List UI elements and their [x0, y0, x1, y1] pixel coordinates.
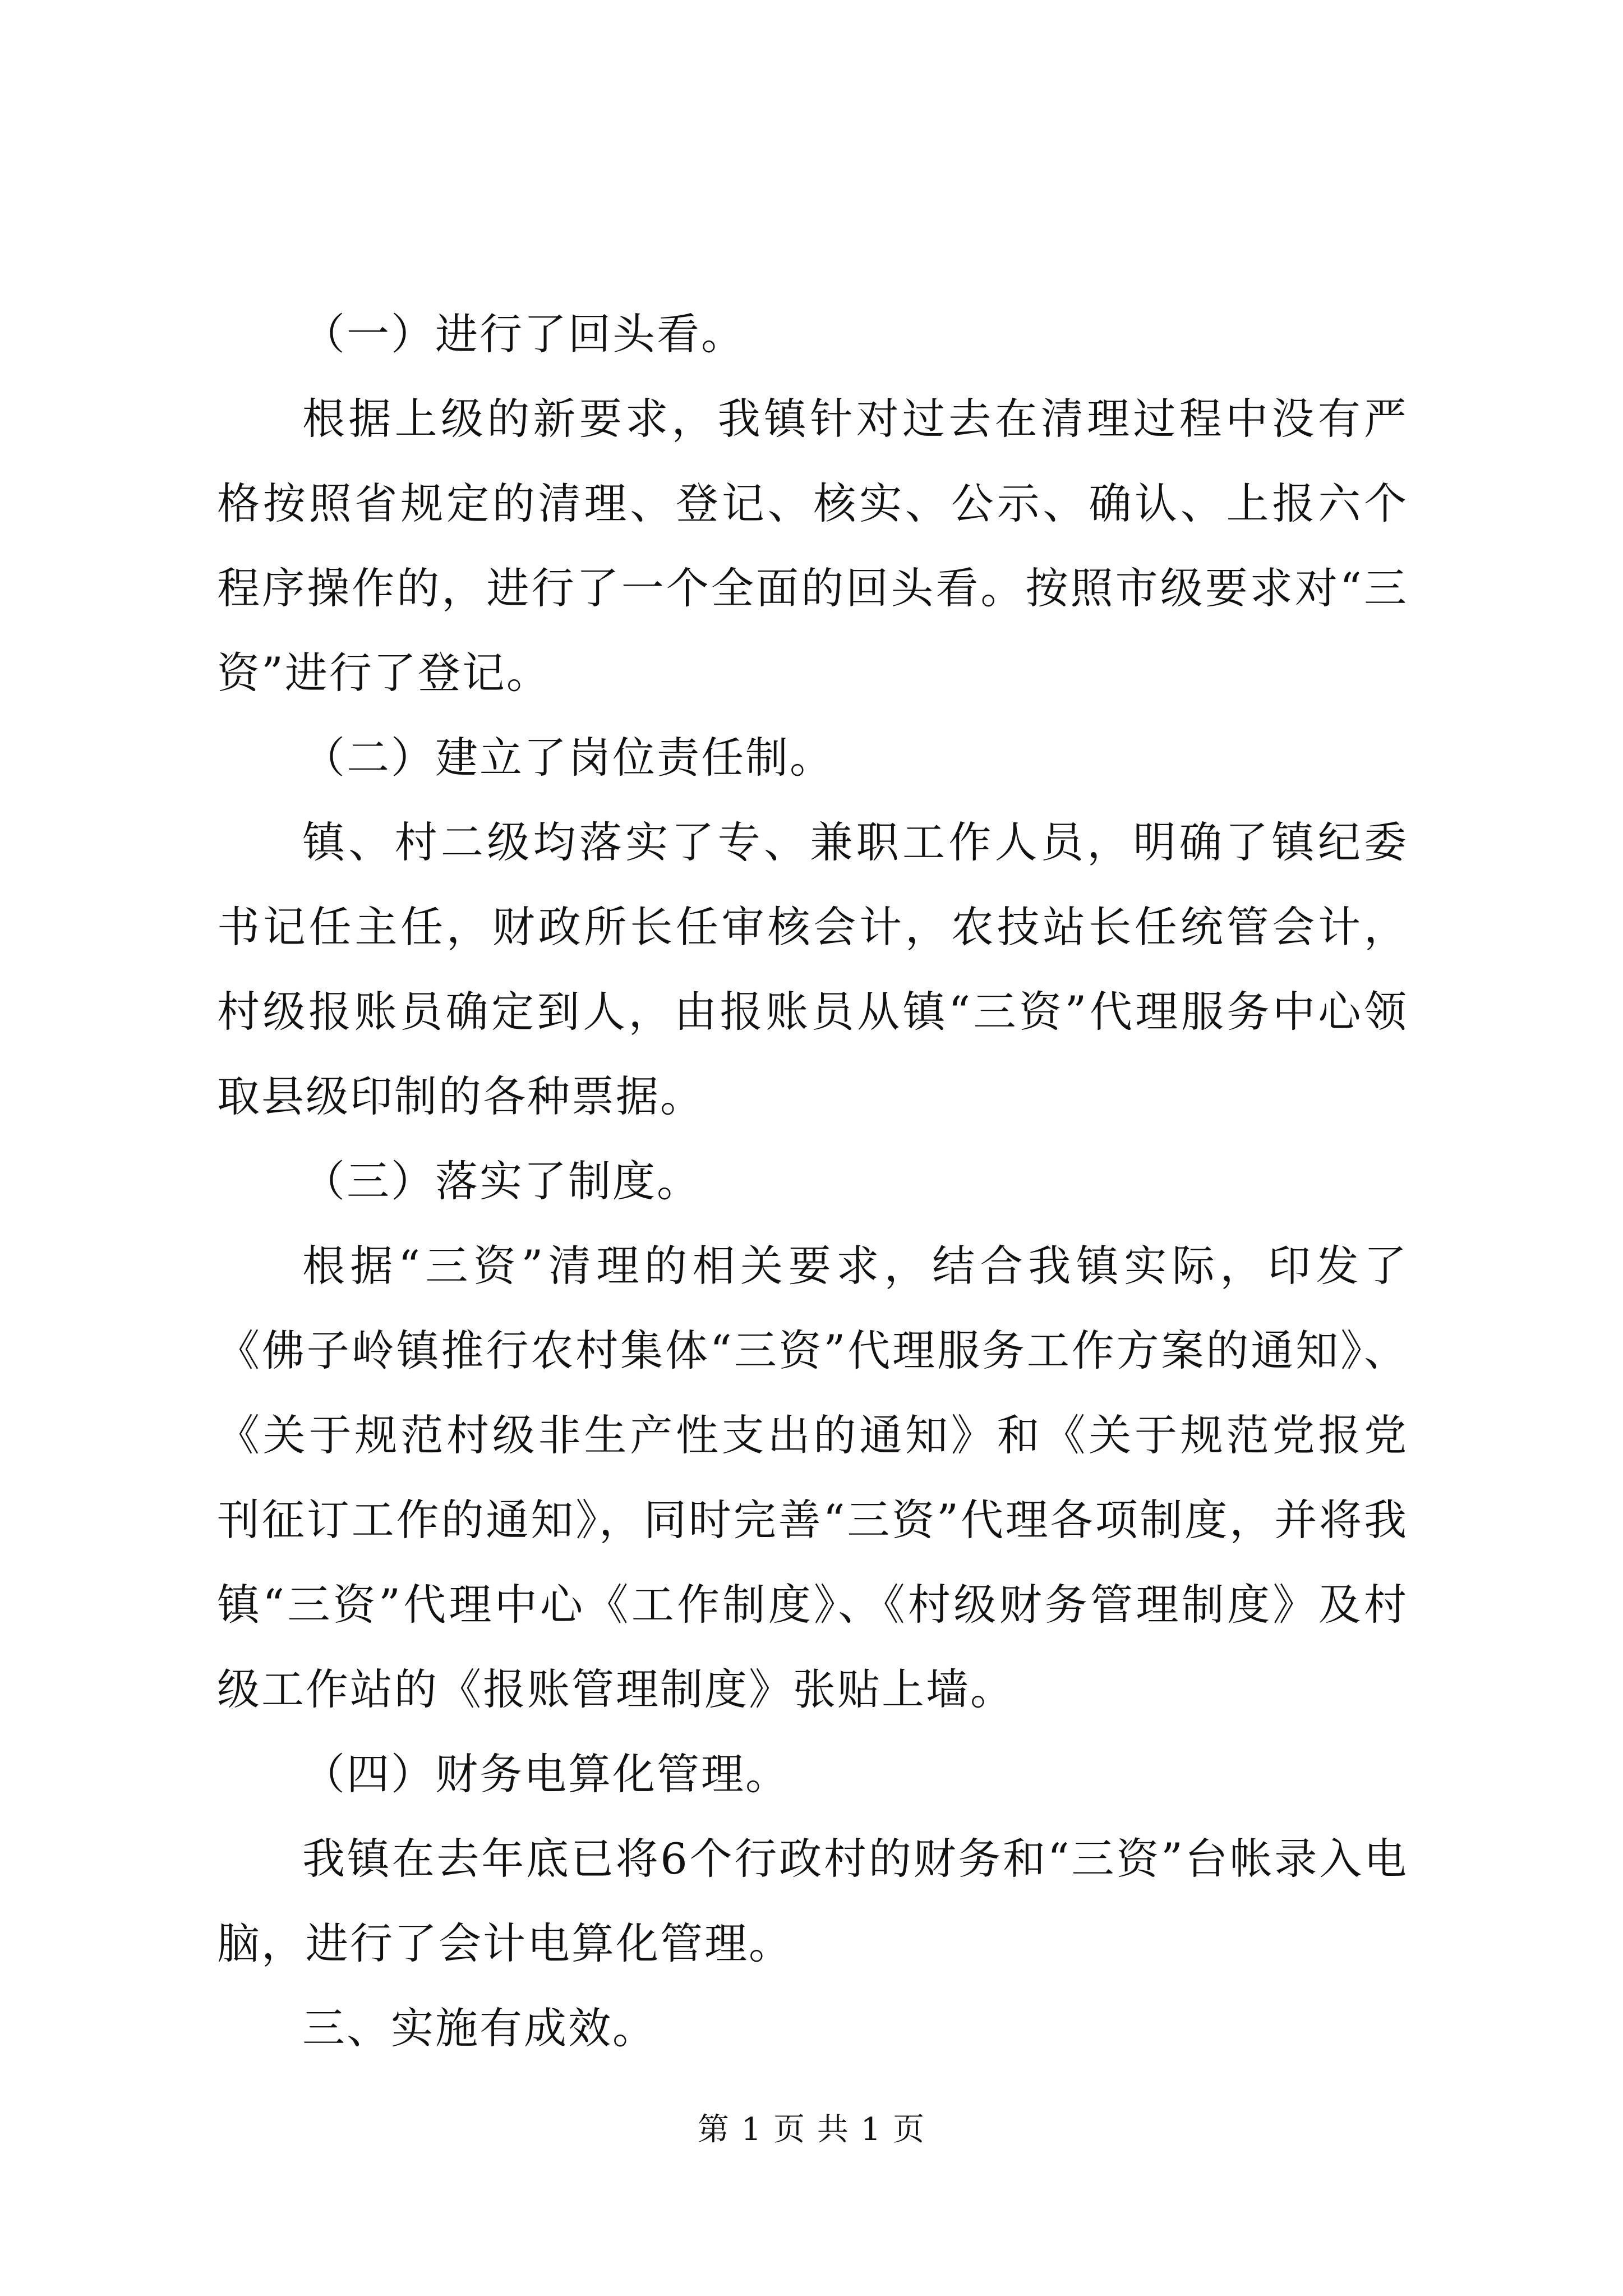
section-heading-1: （一）进行了回头看。 [302, 309, 745, 359]
section-heading-results: 三、实施有成效。 [302, 2003, 657, 2053]
paragraph-responsibility: 镇、村二级均落实了专、兼职工作人员，明确了镇纪委书记任主任，财政所长任审核会计，农技站长任统管会计，村级报账员确定到人，由报账员从镇“三资”代理服务中心领取县级印制的各种票据。 [217, 817, 1408, 1121]
document-body [217, 292, 1408, 2070]
section-heading-4: （四）财务电算化管理。 [302, 1749, 790, 1799]
section-heading-3: （三）落实了制度。 [302, 1156, 701, 1206]
paragraph-review: 根据上级的新要求，我镇针对过去在清理过程中没有严格按照省规定的清理、登记、核实、公示、确认、上报六个程序操作的，进行了一个全面的回头看。按照市级要求对“三资”进行了登记。 [217, 394, 1408, 698]
section-heading-2: （二）建立了岗位责任制。 [302, 733, 834, 783]
paragraph-computerization: 我镇在去年底已将6个行政村的财务和“三资”台帐录入电脑，进行了会计电算化管理。 [217, 1834, 1408, 1968]
page-footer: 第 1 页 共 1 页 [697, 2111, 926, 2148]
paragraph-system: 根据“三资”清理的相关要求，结合我镇实际，印发了《佛子岭镇推行农村集体“三资”代理服务工作方案的通知》、《关于规范村级非生产性支出的通知》和《关于规范党报党刊征订工作的通知》，同时完善“三资”代理各项制度，并将我镇“三资”代理中心《工作制度》、《村级财务管理制度》及村级工作站的《报账管理制度》张贴上墙。 [217, 1241, 1408, 1714]
